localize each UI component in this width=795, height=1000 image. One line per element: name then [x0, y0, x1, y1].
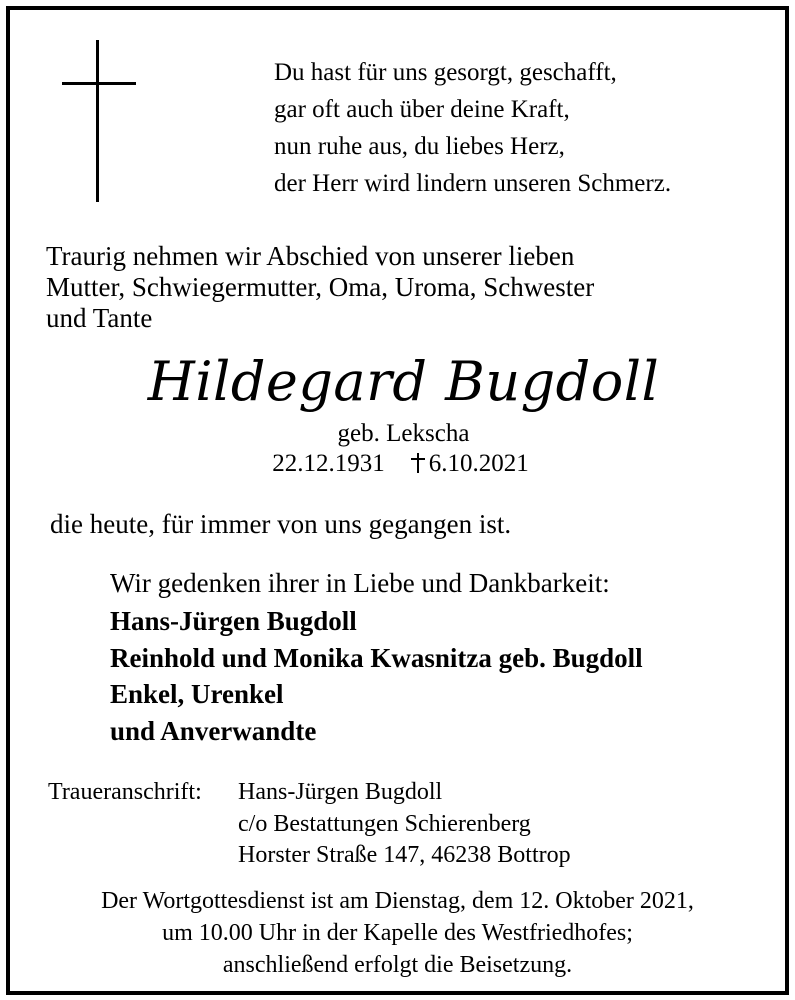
passing-text: die heute, für immer von uns gegangen ist.	[50, 509, 512, 539]
poem-line: Du hast für uns gesorgt, geschafft,	[274, 59, 617, 86]
service-line: um 10.00 Uhr in der Kapelle des Westfriedhofes;	[162, 920, 633, 946]
address-line: c/o Bestattungen Schierenberg	[238, 810, 531, 837]
address-line: Horster Straße 147, 46238 Bottrop	[238, 842, 571, 868]
mourning-address	[48, 777, 571, 872]
death-date: 6.10.2021	[428, 450, 529, 477]
funeral-service-info	[10, 885, 785, 981]
mourner-line: und Anverwandte	[110, 715, 317, 746]
mourner-line: Enkel, Urenkel	[110, 679, 284, 709]
poem-line: gar oft auch über deine Kraft,	[274, 96, 570, 123]
latin-cross-icon	[62, 40, 136, 202]
poem-line: nun ruhe aus, du liebes Herz,	[274, 133, 565, 160]
remembrance-line: Wir gedenken ihrer in Liebe und Dankbarkeit:	[110, 568, 610, 598]
memorial-poem	[274, 54, 671, 202]
small-cross-icon	[411, 453, 425, 473]
mourners-list	[110, 603, 643, 749]
intro-line: Mutter, Schwiegermutter, Oma, Uroma, Schwester	[46, 272, 595, 302]
poem-line: der Herr wird lindern unseren Schmerz.	[274, 170, 672, 197]
intro-line: Traurig nehmen wir Abschied von unserer lieben	[46, 241, 575, 271]
maiden-name: geb. Lekscha	[337, 420, 470, 447]
intro-text	[46, 241, 594, 334]
obituary-notice	[6, 6, 789, 995]
service-line: anschließend erfolgt die Beisetzung.	[222, 952, 573, 978]
mourner-line: Hans-Jürgen Bugdoll	[110, 606, 357, 636]
birth-date: 22.12.1931	[272, 450, 385, 477]
service-line: Der Wortgottesdienst ist am Dienstag, dem 12. Oktober 2021,	[101, 888, 694, 914]
intro-line: und Tante	[46, 303, 153, 333]
cross-horizontal-bar	[62, 82, 136, 85]
cross-vertical-bar	[96, 40, 99, 202]
deceased-name: Hildegard Bugdoll	[147, 350, 660, 413]
address-label: Traueranschrift:	[48, 779, 202, 805]
address-line: Hans-Jürgen Bugdoll	[238, 779, 443, 805]
mourner-line: Reinhold und Monika Kwasnitza geb. Bugdoll	[110, 642, 643, 673]
life-dates	[10, 449, 785, 479]
